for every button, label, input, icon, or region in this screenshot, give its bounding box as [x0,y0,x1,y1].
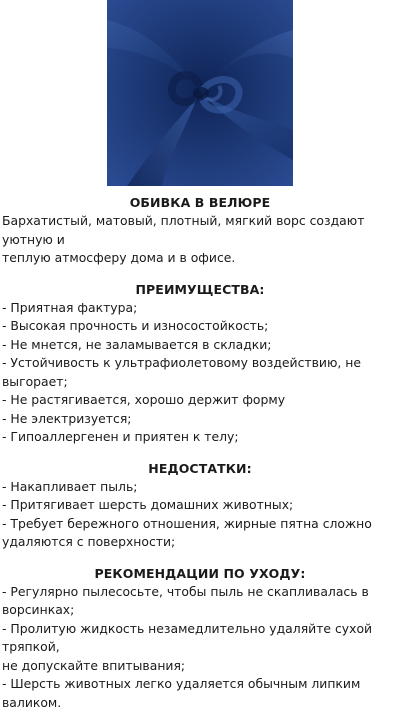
care-heading: РЕКОМЕНДАЦИИ ПО УХОДУ: [0,565,400,583]
velour-fabric-illustration [107,0,293,186]
upholstery-line: Бархатистый, матовый, плотный, мягкий ворс создают уютную и [2,213,364,247]
fabric-swatch-image [107,0,293,186]
advantage-item: - Высокая прочность и износостойкость; [2,317,398,336]
advantage-item: - Не растягивается, хорошо держит форму [2,391,398,410]
advantages-heading: ПРЕИМУЩЕСТВА: [0,281,400,299]
advantage-item: - Не электризуется; [2,410,398,429]
disadvantage-line: удаляются с поверхности; [2,534,175,549]
advantage-item: - Устойчивость к ультрафиолетовому воздействию, не выгорает; [2,354,398,391]
disadvantages-list [0,478,400,552]
care-line: - Пролитую жидкость незамедлительно удаляйте сухой тряпкой, [2,621,372,655]
advantage-item: - Гипоаллергенен и приятен к телу; [2,428,398,447]
advantage-item: - Приятная фактура; [2,299,398,318]
upholstery-line: теплую атмосферу дома и в офисе. [2,250,235,265]
care-line: - Шерсть животных легко удаляется обычным липким валиком. [2,676,360,710]
description-content [0,194,400,712]
disadvantage-line: - Накапливает пыль; [2,479,137,494]
care-line: не допускайте впитывания; [2,658,185,673]
upholstery-heading: ОБИВКА В ВЕЛЮРЕ [0,194,400,212]
care-line: - Регулярно пылесосьте, чтобы пыль не скапливалась в [2,584,369,599]
care-line: ворсинках; [2,602,74,617]
advantage-item: - Не мнется, не заламывается в складки; [2,336,398,355]
disadvantage-line: - Притягивает шерсть домашних животных; [2,497,293,512]
disadvantages-heading: НЕДОСТАТКИ: [0,460,400,478]
advantages-list [0,299,400,447]
disadvantage-line: - Требует бережного отношения, жирные пятна сложно [2,516,372,531]
upholstery-description [0,212,400,268]
care-list [0,583,400,712]
